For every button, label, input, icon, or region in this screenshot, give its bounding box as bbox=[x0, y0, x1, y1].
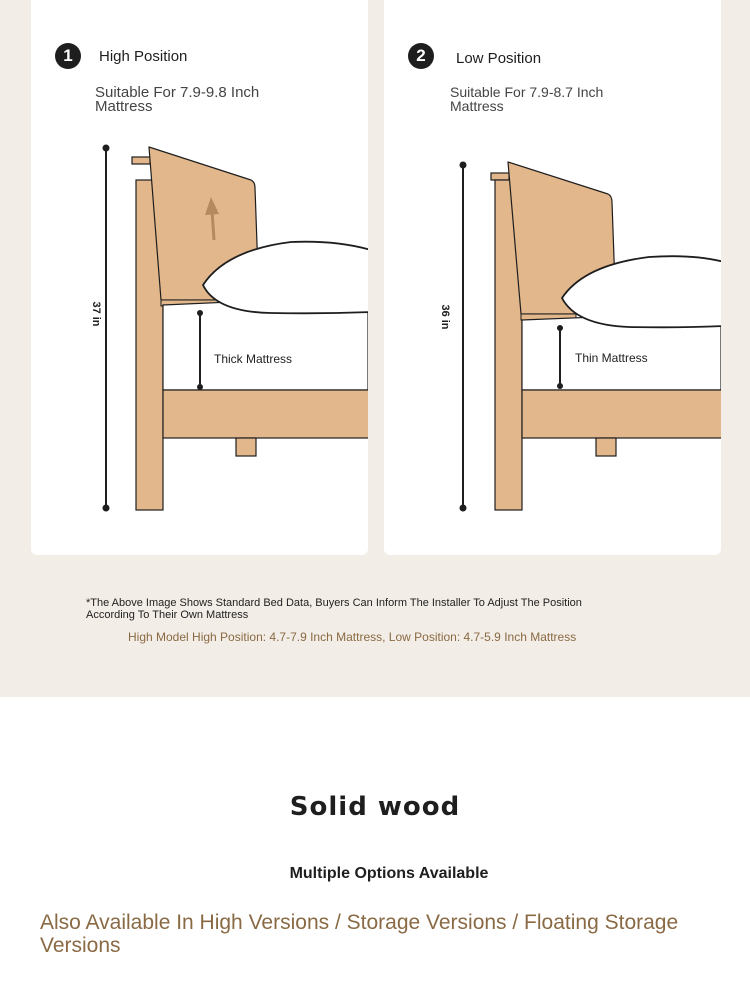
high-height-label: 37 in bbox=[90, 301, 102, 327]
section-description: Also Available In High Versions / Storage Versions / Floating Storage Versions bbox=[40, 911, 679, 957]
low-position-subtitle-line1: Suitable For 7.9-8.7 Inch bbox=[450, 84, 604, 100]
low-position-bed-diagram bbox=[384, 0, 721, 555]
low-position-card bbox=[384, 0, 721, 555]
number-badge-2: 2 bbox=[408, 43, 434, 69]
disclaimer-line1: *The Above Image Shows Standard Bed Data, Buyers Can Inform The Installer To Adjust The Position bbox=[86, 597, 582, 609]
disclaimer-line2: According To Their Own Mattress bbox=[86, 609, 249, 621]
high-position-card bbox=[31, 0, 368, 555]
high-position-title: High Position bbox=[99, 48, 188, 65]
high-position-bed-diagram bbox=[31, 0, 368, 555]
disclaimer-note bbox=[86, 597, 666, 621]
high-position-subtitle-line2: Mattress bbox=[95, 98, 153, 115]
low-position-subtitle-line2: Mattress bbox=[450, 98, 504, 114]
low-position-title: Low Position bbox=[456, 50, 542, 67]
thick-mattress-label: Thick Mattress bbox=[214, 352, 293, 366]
thin-mattress-label: Thin Mattress bbox=[575, 351, 648, 365]
section-title: Solid wood bbox=[289, 792, 461, 822]
section-subtitle: Multiple Options Available bbox=[289, 865, 489, 882]
low-height-label: 36 in bbox=[439, 304, 451, 330]
number-badge-1: 1 bbox=[55, 43, 81, 69]
high-position-subtitle-line1: Suitable For 7.9-9.8 Inch bbox=[95, 84, 260, 101]
high-model-note: High Model High Position: 4.7-7.9 Inch Mattress, Low Position: 4.7-5.9 Inch Mattress bbox=[128, 630, 577, 644]
